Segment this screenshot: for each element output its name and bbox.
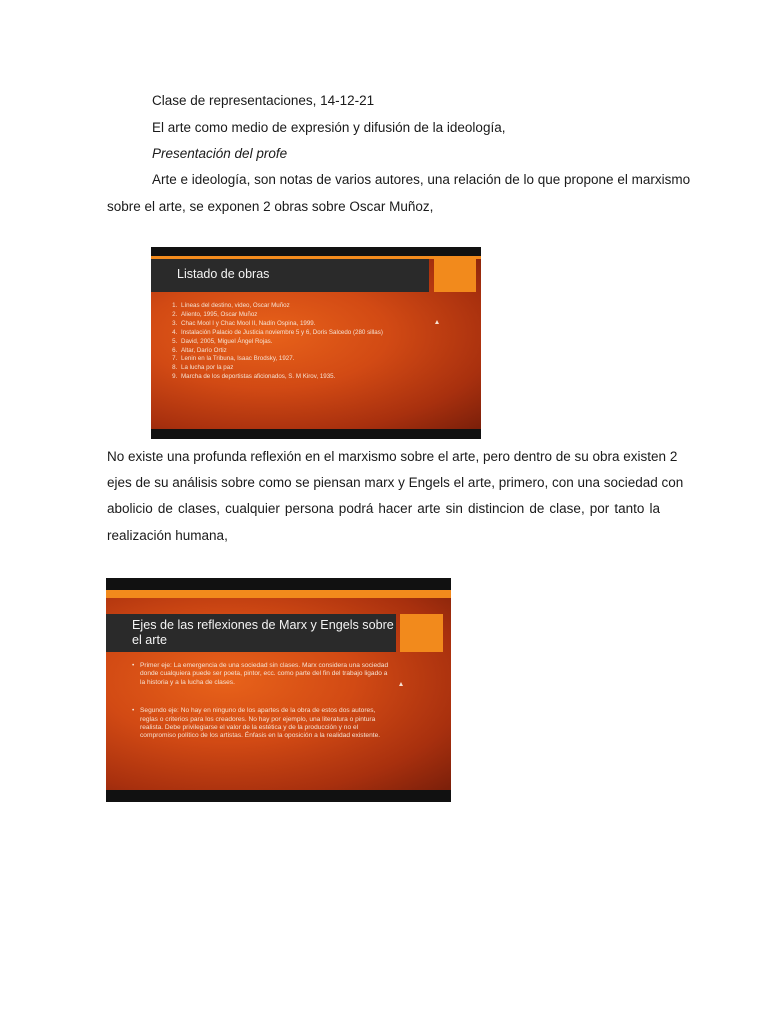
- slide-title-box: [151, 259, 429, 292]
- slide-list-item: 1. Líneas del destino, video, Oscar Muñoz: [179, 302, 417, 311]
- slide-list-item: 3. Chac Mool I y Chac Mool II, Nadín Ospina, 1999.: [179, 320, 417, 329]
- intro-line-2: sobre el arte, se exponen 2 obras sobre Oscar Muñoz,: [107, 199, 434, 214]
- slide-image-listado: [151, 247, 481, 439]
- slide-bullet-item: • Segundo eje: No hay en ninguno de los apartes de la obra de estos dos autores, reglas o criterios para los creadores. No hay por ejemplo, una literatura o pintura realista. Debe privilegiarse el valor de la estética y de la producción y no el compromiso político de los artistas. Énfasis en la oposición a la realidad existente.: [140, 707, 393, 741]
- slide-bullets: [130, 662, 393, 761]
- para2-line-1: No existe una profunda reflexión en el marxismo sobre el arte, pero dentro de su obra existen 2: [107, 449, 678, 464]
- slide-accent-square: [434, 259, 476, 292]
- slide-list: [157, 302, 417, 382]
- class-line: Clase de representaciones, 14-12-21: [152, 93, 375, 108]
- slide-top-bar: [106, 590, 451, 598]
- slide-list-item: 8. La lucha por la paz: [179, 364, 417, 373]
- para2-line-4: realización humana,: [107, 528, 228, 543]
- mouse-cursor-icon: [435, 320, 439, 324]
- para2-line-3: abolicio de clases, cualquier persona podrá hacer arte sin distincion de clase, por tanto la: [107, 501, 660, 516]
- intro-line-1: Arte e ideología, son notas de varios autores, una relación de lo que propone el marxismo: [152, 172, 691, 187]
- mouse-cursor-icon: [399, 682, 403, 686]
- slide-list-item: 5. David, 2005, Miguel Ángel Rojas.: [179, 338, 417, 347]
- slide-list-item: 9. Marcha de los deportistas aficionados, S. M Kirov, 1935.: [179, 373, 417, 382]
- slide-title-box: [106, 614, 396, 652]
- slide-list-item: 6. Altar, Darío Ortiz: [179, 347, 417, 356]
- presentation-line: Presentación del profe: [152, 146, 288, 161]
- topic-line: El arte como medio de expresión y difusión de la ideología,: [152, 120, 506, 135]
- slide-list-item: 7. Lenin en la Tribuna, Isaac Brodsky, 1927.: [179, 355, 417, 364]
- slide-image-ejes: [106, 578, 451, 802]
- slide-title: Listado de obras: [177, 267, 270, 281]
- slide-bullet-item: • Primer eje: La emergencia de una sociedad sin clases. Marx considera una sociedad donde cualquiera puede ser poeta, pintor, ecc. como parte del fin del trabajo ligado a la historia y a la lucha de clases.: [140, 662, 393, 687]
- slide-accent-square: [400, 614, 443, 652]
- slide-title: Ejes de las reflexiones de Marx y Engels sobre el arte: [132, 618, 394, 647]
- slide-list-item: 2. Aliento, 1995, Oscar Muñoz: [179, 311, 417, 320]
- para2-line-2: ejes de su análisis sobre como se piensan marx y Engels el arte, primero, con una sociedad con: [107, 475, 684, 490]
- slide-list-item: 4. Instalación Palacio de Justicia noviembre 5 y 6, Doris Salcedo (280 sillas): [179, 329, 417, 338]
